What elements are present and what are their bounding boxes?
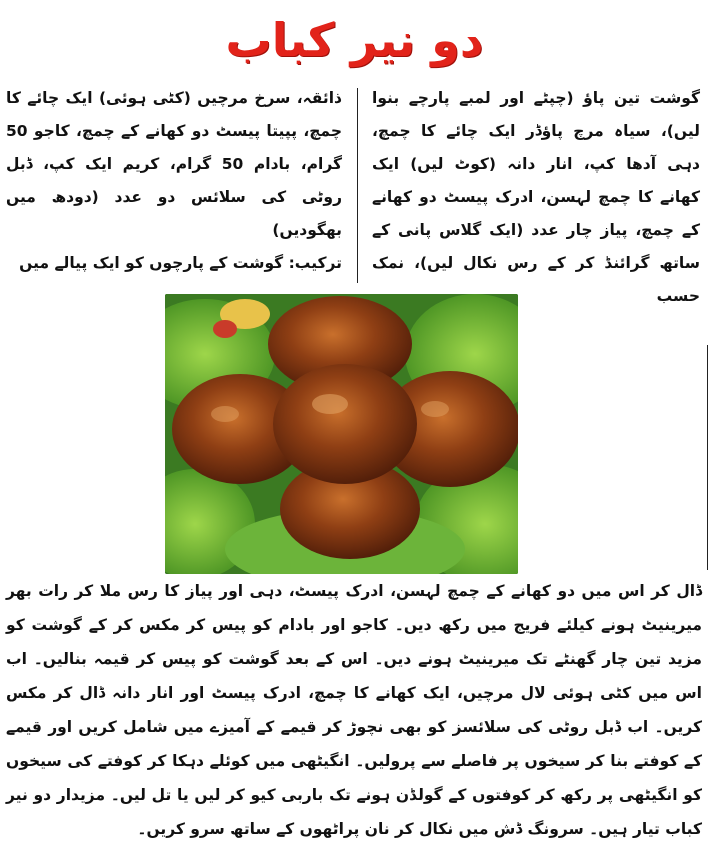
kebab-photo (165, 294, 518, 574)
method-text (6, 574, 702, 838)
ingredients-column-left (6, 82, 342, 292)
ingredients-text-left: ذائقہ، سرخ مرچیں (کٹی ہوئی) ایک چائے کا چمچ، پپیتا پیسٹ دو کھانے کے چمچ، کاجو 50 گرام، بادام 50 گرام، کریم ایک کپ، ڈبل روٹی کی سلائس دو عدد (دودھ میں بھگودیں) (6, 89, 343, 239)
method-paragraph: ڈال کر اس میں دو کھانے کے چمچ لہسن، ادرک پیسٹ، دہی اور پیاز کا رس ملا کر رات بھر میرینیٹ ہونے کیلئے فریج میں رکھ دیں۔ کاجو اور بادام کو پیس کر مکس کر کے گوشت کو مزید تین چار گھنٹے تک میرینیٹ ہونے دیں۔ اس کے بعد گوشت کو پیس کر قیمہ بنالیں۔ اب اس میں کٹی ہوئی لال مرچیں، ایک کھانے کا چمچ، ادرک پیسٹ اور انار دانہ ڈال کر مکس کریں۔ اب ڈبل روٹی کی سلائسز کو بھی نچوڑ کر قیمے کے آمیزے میں شامل کریں اور قیمے کے کوفتے بنا کر سیخوں پر فاصلے سے پرولیں۔ انگیٹھی میں کوئلے دہکا کر کوفتے کی سیخوں کو انگیٹھی پر رکھ کر کوفتوں کے گولڈن ہونے تک باربی کیو کر لیں یا تل لیں۔ مزیدار دو نیر کباب تیار ہیں۔ سرونگ ڈش میں نکال کر نان پراٹھوں کے ساتھ سرو کریں۔ (6, 582, 702, 838)
ingredients-column-right (372, 82, 700, 305)
ingredients-text-right: گوشت تین پاؤ (چپٹے اور لمبے پارچے بنوا لیں)، سیاہ مرچ پاؤڈر ایک چائے کا چمچ، دہی آدھا کپ، انار دانہ (کوٹ لیں) ایک کھانے کا چمچ لہسن، ادرک پیسٹ دو کھانے کے چمچ، پیاز چار عدد (ایک گلاس پانی کے ساتھ گرائنڈ کر کے رس نکال لیں)، نمک حسب (372, 89, 700, 305)
column-divider (357, 88, 358, 283)
right-edge-rule (707, 345, 708, 570)
method-intro: ترکیب: گوشت کے پارچوں کو ایک پیالے میں (19, 254, 342, 272)
recipe-title: دو نیر کباب (225, 13, 484, 67)
